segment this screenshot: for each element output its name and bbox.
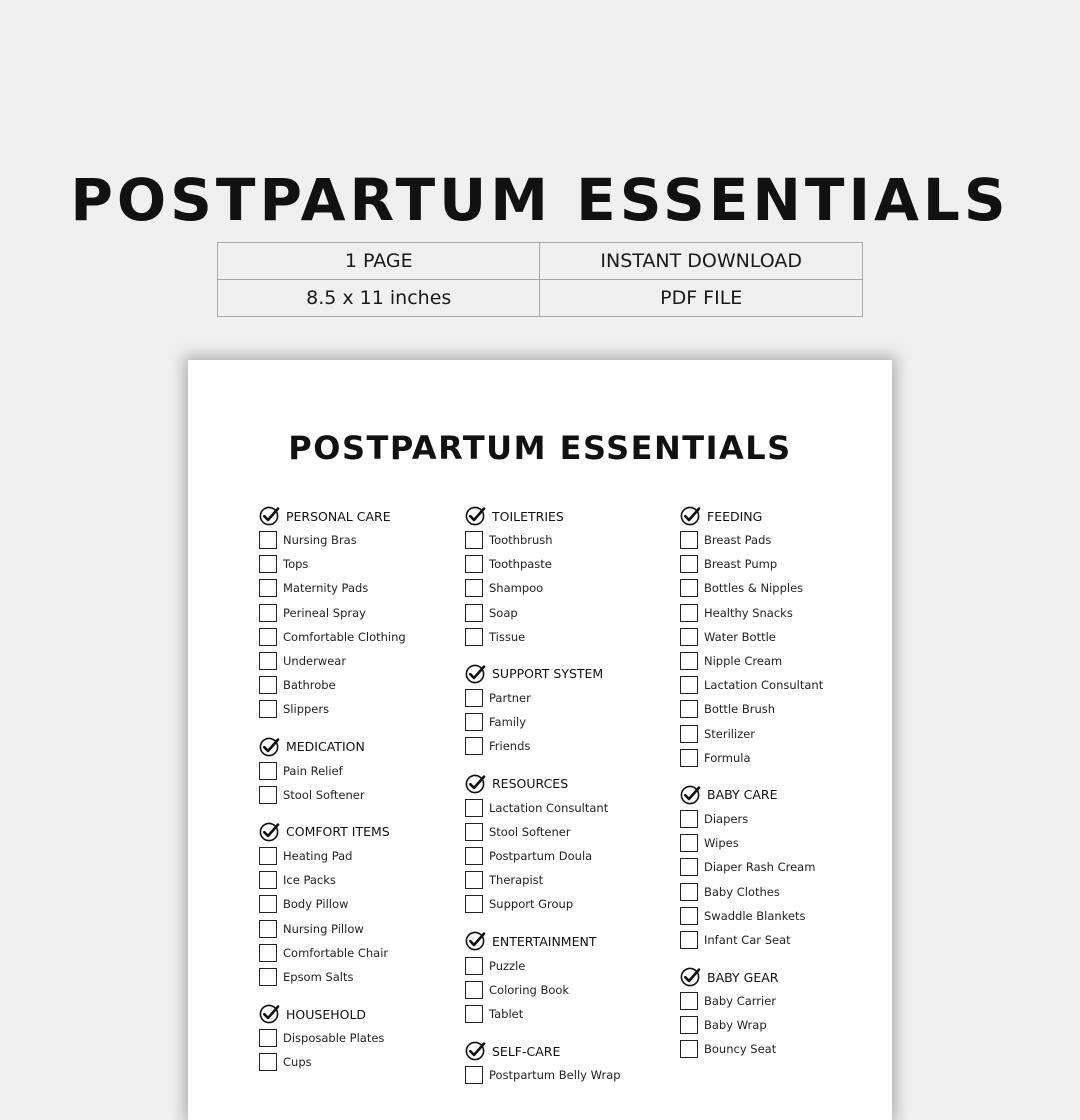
item-label: Support Group <box>489 897 574 912</box>
checklist-item <box>679 1013 879 1037</box>
item-label: Healthy Snacks <box>704 605 793 620</box>
section-title: FEEDING <box>707 508 763 524</box>
item-label: Shampoo <box>489 581 544 596</box>
checklist-item <box>258 528 458 552</box>
checklist-item <box>464 734 664 758</box>
checklist-item <box>679 673 879 697</box>
checklist-item <box>679 928 879 952</box>
item-label: Formula <box>704 750 751 765</box>
item-label: Infant Car Seat <box>704 932 791 947</box>
empty-checkbox-icon <box>465 957 483 975</box>
checklist-item <box>464 1002 664 1026</box>
checklist-item <box>464 528 664 552</box>
section-header <box>258 504 458 528</box>
checklist-column-1 <box>258 504 458 1087</box>
empty-checkbox-icon <box>259 652 277 670</box>
checklist-item <box>679 697 879 721</box>
checklist-item <box>679 807 879 831</box>
checklist-item <box>679 746 879 770</box>
empty-checkbox-icon <box>680 810 698 828</box>
item-label: Postpartum Doula <box>489 848 593 863</box>
checklist-item <box>464 953 664 977</box>
checklist-item <box>679 576 879 600</box>
checklist-item <box>258 649 458 673</box>
item-label: Disposable Plates <box>283 1031 385 1046</box>
item-label: Breast Pump <box>704 557 778 572</box>
item-label: Wipes <box>704 836 739 851</box>
empty-checkbox-icon <box>259 604 277 622</box>
info-row <box>218 280 863 317</box>
checklist-item <box>258 868 458 892</box>
checklist-item <box>258 625 458 649</box>
item-label: Bottle Brush <box>704 702 776 717</box>
checklist-item <box>679 989 879 1013</box>
item-label: Comfortable Chair <box>283 945 389 960</box>
checklist-section <box>258 1002 458 1074</box>
empty-checkbox-icon <box>465 713 483 731</box>
empty-checkbox-icon <box>680 676 698 694</box>
checklist-item <box>258 601 458 625</box>
checklist-item <box>258 697 458 721</box>
item-label: Postpartum Belly Wrap <box>489 1068 621 1083</box>
checklist-item <box>464 796 664 820</box>
section-title: BABY CARE <box>707 787 778 803</box>
item-label: Diapers <box>704 811 749 826</box>
item-label: Lactation Consultant <box>489 800 609 815</box>
section-header <box>258 735 458 759</box>
empty-checkbox-icon <box>259 944 277 962</box>
item-label: Toothpaste <box>489 557 552 572</box>
circle-check-icon <box>258 736 280 758</box>
checklist-section <box>464 662 664 759</box>
checklist-item <box>679 855 879 879</box>
empty-checkbox-icon <box>465 871 483 889</box>
empty-checkbox-icon <box>680 883 698 901</box>
empty-checkbox-icon <box>465 531 483 549</box>
checklist-item <box>258 844 458 868</box>
empty-checkbox-icon <box>465 799 483 817</box>
item-label: Nursing Pillow <box>283 921 364 936</box>
circle-check-icon <box>464 505 486 527</box>
item-label: Stool Softener <box>489 824 571 839</box>
empty-checkbox-icon <box>259 579 277 597</box>
item-label: Baby Carrier <box>704 994 777 1009</box>
checklist-item <box>258 673 458 697</box>
empty-checkbox-icon <box>465 689 483 707</box>
item-label: Swaddle Blankets <box>704 908 806 923</box>
checklist-item <box>464 868 664 892</box>
empty-checkbox-icon <box>259 555 277 573</box>
info-download: INSTANT DOWNLOAD <box>540 243 863 280</box>
section-header <box>464 772 664 796</box>
section-title: HOUSEHOLD <box>286 1006 367 1022</box>
empty-checkbox-icon <box>680 907 698 925</box>
section-header <box>464 929 664 953</box>
empty-checkbox-icon <box>465 737 483 755</box>
product-info-table <box>217 242 863 317</box>
section-header <box>258 1002 458 1026</box>
circle-check-icon <box>679 505 701 527</box>
circle-check-icon <box>464 930 486 952</box>
item-label: Water Bottle <box>704 629 776 644</box>
empty-checkbox-icon <box>465 604 483 622</box>
item-label: Baby Clothes <box>704 884 780 899</box>
empty-checkbox-icon <box>680 858 698 876</box>
checklist-section <box>679 965 879 1062</box>
item-label: Bouncy Seat <box>704 1042 777 1057</box>
checklist-item <box>679 528 879 552</box>
section-title: MEDICATION <box>286 739 365 754</box>
section-title: RESOURCES <box>492 776 569 791</box>
checklist-item <box>679 625 879 649</box>
circle-check-icon <box>679 966 701 988</box>
section-header <box>679 965 879 989</box>
checklist-item <box>679 831 879 855</box>
empty-checkbox-icon <box>680 700 698 718</box>
checklist-section <box>679 504 879 770</box>
section-title: SELF-CARE <box>492 1043 561 1059</box>
item-label: Slippers <box>283 702 330 717</box>
checklist-item <box>679 552 879 576</box>
empty-checkbox-icon <box>680 725 698 743</box>
item-label: Perineal Spray <box>283 605 366 620</box>
empty-checkbox-icon <box>259 628 277 646</box>
circle-check-icon <box>258 505 280 527</box>
empty-checkbox-icon <box>680 579 698 597</box>
info-file-type: PDF FILE <box>540 280 863 317</box>
checklist-item <box>258 783 458 807</box>
checklist-item <box>679 649 879 673</box>
checklist-item <box>258 1026 458 1050</box>
circle-check-icon <box>464 663 486 685</box>
empty-checkbox-icon <box>465 579 483 597</box>
item-label: Ice Packs <box>283 873 336 888</box>
item-label: Epsom Salts <box>283 969 354 984</box>
checklist-preview-page <box>188 360 892 1120</box>
section-title: PERSONAL CARE <box>286 508 391 524</box>
checklist-title: POSTPARTUM ESSENTIALS <box>288 429 792 467</box>
section-header <box>679 783 879 807</box>
item-label: Diaper Rash Cream <box>704 860 816 875</box>
section-title: BABY GEAR <box>707 969 779 985</box>
item-label: Sterilizer <box>704 726 756 741</box>
empty-checkbox-icon <box>259 700 277 718</box>
item-label: Family <box>489 715 527 730</box>
item-label: Soap <box>489 605 518 620</box>
page-title: POSTPARTUM ESSENTIALS <box>70 166 1010 234</box>
item-label: Pain Relief <box>283 763 343 778</box>
checklist-section <box>258 820 458 989</box>
empty-checkbox-icon <box>680 555 698 573</box>
info-row <box>218 243 863 280</box>
checklist-section <box>679 783 879 952</box>
empty-checkbox-icon <box>259 895 277 913</box>
empty-checkbox-icon <box>465 1005 483 1023</box>
checklist-item <box>679 904 879 928</box>
checklist-item <box>464 978 664 1002</box>
checklist-item <box>679 1037 879 1061</box>
section-title: SUPPORT SYSTEM <box>492 666 604 682</box>
item-label: Heating Pad <box>283 848 353 863</box>
section-title: COMFORT ITEMS <box>286 824 390 840</box>
circle-check-icon <box>258 821 280 843</box>
checklist-item <box>679 879 879 903</box>
empty-checkbox-icon <box>259 847 277 865</box>
info-page-count: 1 PAGE <box>218 243 540 280</box>
checklist-item <box>258 892 458 916</box>
empty-checkbox-icon <box>680 531 698 549</box>
item-label: Breast Pads <box>704 533 772 548</box>
empty-checkbox-icon <box>680 652 698 670</box>
circle-check-icon <box>258 1003 280 1025</box>
item-label: Coloring Book <box>489 982 570 997</box>
checklist-item <box>679 601 879 625</box>
empty-checkbox-icon <box>259 786 277 804</box>
item-label: Nipple Cream <box>704 654 783 669</box>
checklist-item <box>464 892 664 916</box>
section-title: ENTERTAINMENT <box>492 933 597 949</box>
item-label: Partner <box>489 691 531 706</box>
checklist-item <box>258 759 458 783</box>
item-label: Maternity Pads <box>283 581 369 596</box>
item-label: Therapist <box>489 873 544 888</box>
circle-check-icon <box>464 1040 486 1062</box>
empty-checkbox-icon <box>680 1016 698 1034</box>
empty-checkbox-icon <box>259 531 277 549</box>
item-label: Nursing Bras <box>283 533 357 548</box>
circle-check-icon <box>464 773 486 795</box>
section-header <box>464 1039 664 1063</box>
empty-checkbox-icon <box>465 981 483 999</box>
checklist-item <box>464 844 664 868</box>
empty-checkbox-icon <box>259 920 277 938</box>
info-size: 8.5 x 11 inches <box>218 280 540 317</box>
checklist-item <box>464 820 664 844</box>
empty-checkbox-icon <box>680 749 698 767</box>
item-label: Lactation Consultant <box>704 678 824 693</box>
checklist-item <box>679 722 879 746</box>
empty-checkbox-icon <box>680 992 698 1010</box>
empty-checkbox-icon <box>465 895 483 913</box>
item-label: Underwear <box>283 654 347 669</box>
empty-checkbox-icon <box>465 1066 483 1084</box>
checklist-item <box>464 710 664 734</box>
empty-checkbox-icon <box>259 968 277 986</box>
section-header <box>679 504 879 528</box>
item-label: Comfortable Clothing <box>283 629 406 644</box>
section-header <box>258 820 458 844</box>
empty-checkbox-icon <box>259 676 277 694</box>
checklist-section <box>464 504 664 649</box>
checklist-section <box>258 735 458 807</box>
item-label: Tissue <box>489 629 526 644</box>
empty-checkbox-icon <box>259 1053 277 1071</box>
checklist-item <box>464 1063 664 1087</box>
item-label: Baby Wrap <box>704 1018 767 1033</box>
checklist-section <box>258 504 458 722</box>
checklist-section <box>464 772 664 917</box>
item-label: Puzzle <box>489 958 526 973</box>
empty-checkbox-icon <box>465 628 483 646</box>
item-label: Toothbrush <box>489 533 553 548</box>
empty-checkbox-icon <box>465 847 483 865</box>
empty-checkbox-icon <box>680 931 698 949</box>
empty-checkbox-icon <box>680 604 698 622</box>
empty-checkbox-icon <box>465 823 483 841</box>
item-label: Bathrobe <box>283 678 336 693</box>
empty-checkbox-icon <box>680 628 698 646</box>
section-title: TOILETRIES <box>492 508 564 524</box>
empty-checkbox-icon <box>259 762 277 780</box>
item-label: Friends <box>489 739 531 754</box>
empty-checkbox-icon <box>680 1040 698 1058</box>
item-label: Tablet <box>489 1006 524 1021</box>
item-label: Bottles & Nipples <box>704 581 804 596</box>
checklist-item <box>258 552 458 576</box>
checklist-item <box>258 941 458 965</box>
checklist-item <box>258 916 458 940</box>
item-label: Tops <box>283 557 309 572</box>
checklist-item <box>464 686 664 710</box>
section-header <box>464 662 664 686</box>
checklist-item <box>258 965 458 989</box>
item-label: Cups <box>283 1055 312 1070</box>
checklist-item <box>464 576 664 600</box>
checklist-item <box>258 576 458 600</box>
checklist-item <box>464 601 664 625</box>
checklist-column-2 <box>464 504 664 1100</box>
checklist-item <box>464 625 664 649</box>
circle-check-icon <box>679 784 701 806</box>
empty-checkbox-icon <box>680 834 698 852</box>
checklist-section <box>464 929 664 1026</box>
empty-checkbox-icon <box>259 1029 277 1047</box>
section-header <box>464 504 664 528</box>
item-label: Body Pillow <box>283 897 349 912</box>
item-label: Stool Softener <box>283 787 365 802</box>
checklist-item <box>258 1050 458 1074</box>
checklist-column-3 <box>679 504 879 1075</box>
checklist-item <box>464 552 664 576</box>
empty-checkbox-icon <box>465 555 483 573</box>
empty-checkbox-icon <box>259 871 277 889</box>
